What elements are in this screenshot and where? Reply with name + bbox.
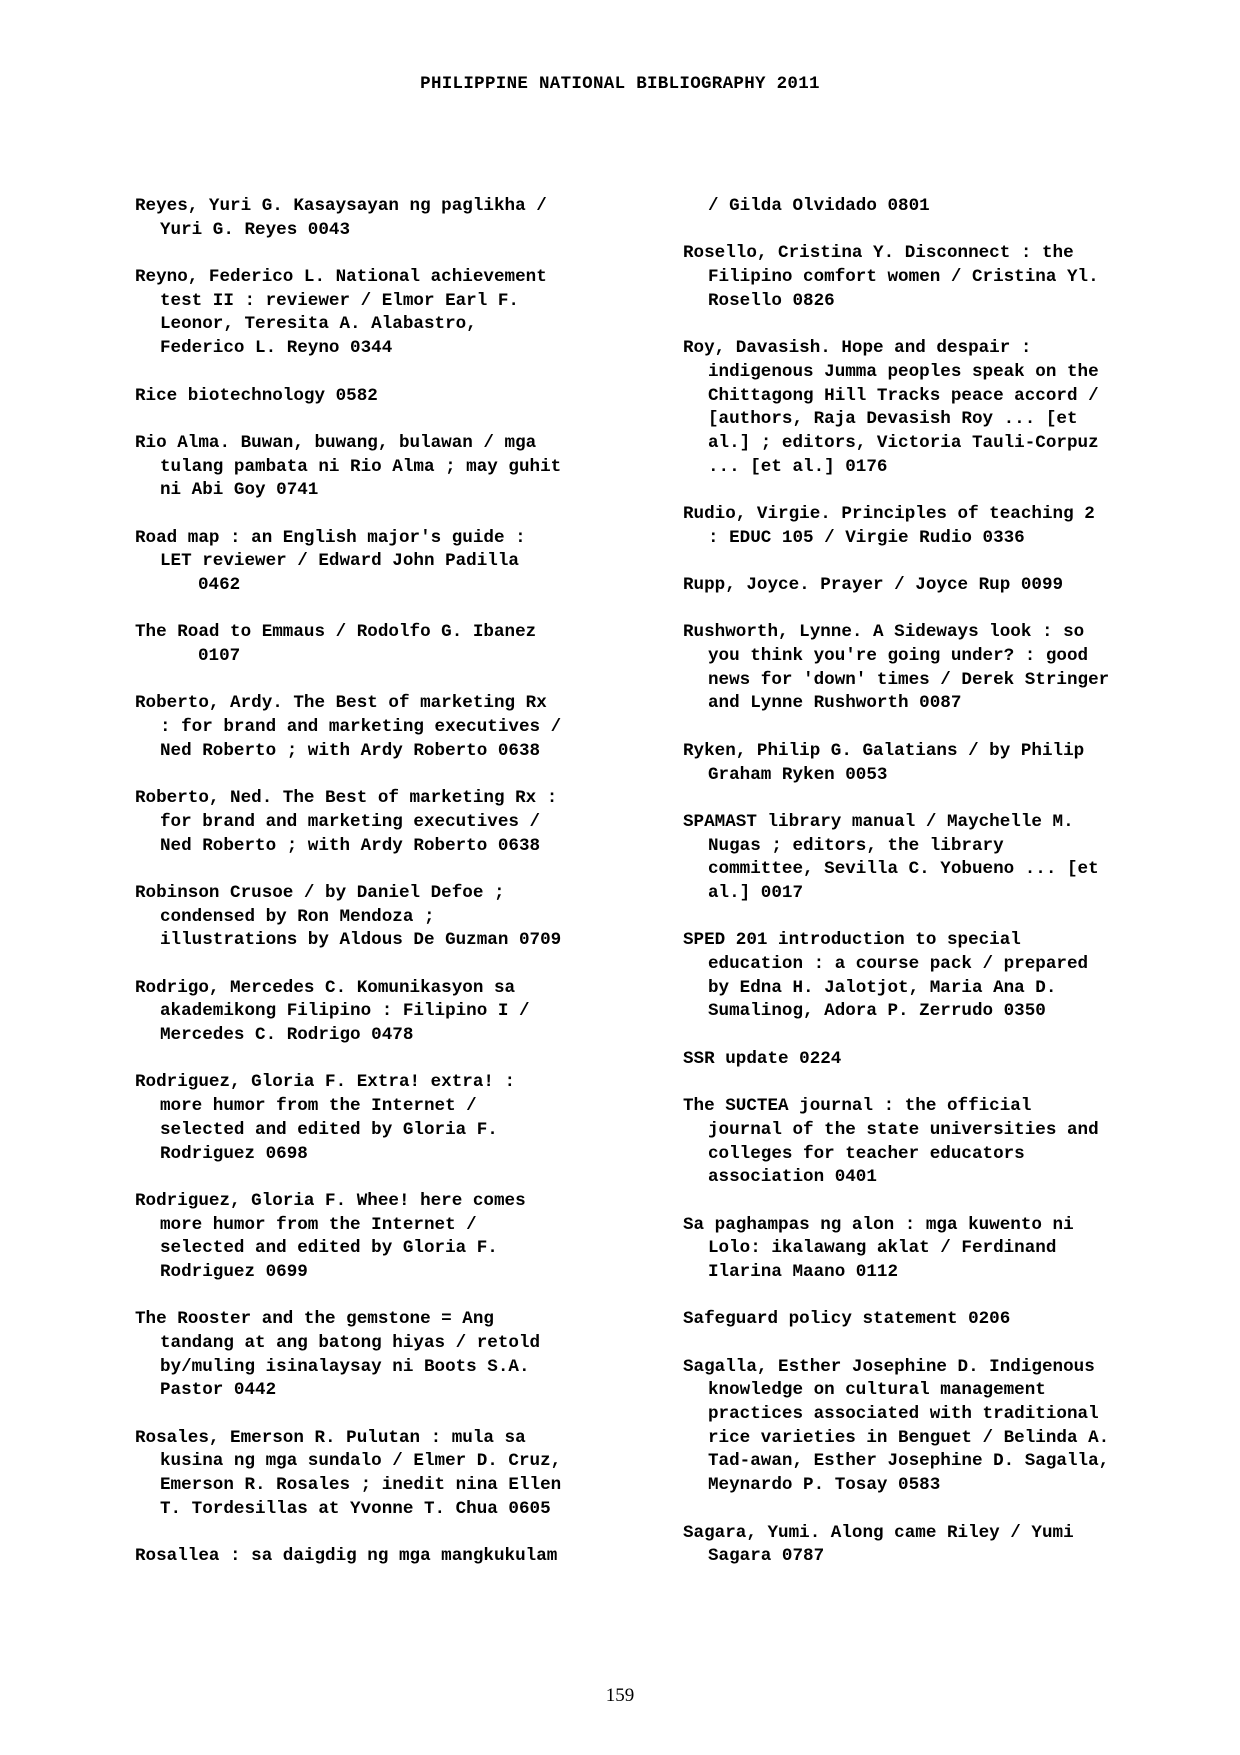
bibliography-entry [135,527,655,598]
entry-line: news for 'down' times / Derek Stringer [708,669,1110,690]
entry-line: Robinson Crusoe / by Daniel Defoe ; [135,882,505,903]
entry-line: Nugas ; editors, the library [708,835,1004,856]
entry-line: more humor from the Internet / [160,1214,477,1235]
page-number: 159 [605,1685,635,1706]
entry-line: The SUCTEA journal : the official [683,1096,1032,1117]
entry-line: Rupp, Joyce. Prayer / Joyce Rup 0099 [683,575,1064,595]
entry-line: T. Tordesillas at Yvonne T. Chua 0605 [160,1498,551,1519]
entry-line: tulang pambata ni Rio Alma ; may guhit [160,456,562,477]
bibliography-entry [683,621,1223,716]
entry-line: The Road to Emmaus / Rodolfo G. Ibanez [135,622,537,643]
entry-line: Rodriguez 0698 [160,1143,308,1164]
entry-line: by/muling isinalaysay ni Boots S.A. [160,1356,530,1377]
bibliography-entry [135,882,655,953]
bibliography-entry [135,1545,655,1569]
entry-line: Mercedes C. Rodrigo 0478 [160,1025,414,1046]
entry-line: illustrations by Aldous De Guzman 0709 [160,930,562,951]
entry-line: Reyes, Yuri G. Kasaysayan ng paglikha / [135,196,547,216]
entry-line: Rosales, Emerson R. Pulutan : mula sa [135,1427,526,1448]
entry-line: : EDUC 105 / Virgie Rudio 0336 [708,527,1025,548]
bibliography-entry [135,195,655,242]
entry-line: Rio Alma. Buwan, buwang, bulawan / mga [135,432,537,453]
bibliography-entry [683,1214,1223,1285]
entry-line: Chittagong Hill Tracks peace accord / [708,385,1099,406]
bibliography-entry [683,242,1223,313]
entry-line: Leonor, Teresita A. Alabastro, [160,314,477,335]
entry-line: Rosello, Cristina Y. Disconnect : the [683,243,1074,264]
entry-line: knowledge on cultural management [708,1380,1046,1401]
entry-line: for brand and marketing executives / [160,811,541,832]
bibliography-entry [135,1190,655,1285]
entry-line: more humor from the Internet / [160,1096,477,1117]
entry-line: Emerson R. Rosales ; inedit nina Ellen [160,1475,562,1496]
entry-line: Rodriguez 0699 [160,1261,308,1282]
entry-line: Graham Ryken 0053 [708,764,888,785]
entry-line: Sagara, Yumi. Along came Riley / Yumi [683,1522,1074,1543]
entry-line: tandang at ang batong hiyas / retold [160,1333,541,1353]
entry-line: LET reviewer / Edward John Padilla [160,551,519,572]
entry-line: The Rooster and the gemstone = Ang [135,1309,494,1330]
entry-line: kusina ng mga sundalo / Elmer D. Cruz, [160,1451,562,1472]
bibliography-entry [135,266,655,361]
bibliography-entry [135,1308,655,1403]
entry-line: Filipino comfort women / Cristina Yl. [708,267,1099,288]
bibliography-column-right [683,195,1223,1593]
bibliography-column-left [135,195,655,1593]
entry-line: Ryken, Philip G. Galatians / by Philip [683,740,1085,761]
entry-line: Sumalinog, Adora P. Zerrudo 0350 [708,1001,1046,1022]
entry-line: and Lynne Rushworth 0087 [708,693,962,714]
bibliography-entry [135,692,655,763]
bibliography-entry [135,1427,655,1522]
entry-line: Sagara 0787 [708,1546,825,1567]
bibliography-entry [135,432,655,503]
entry-line: ni Abi Goy 0741 [160,480,319,501]
entry-line: practices associated with traditional [708,1404,1099,1425]
entry-line: committee, Sevilla C. Yobueno ... [et [708,859,1099,880]
bibliography-entry [683,929,1223,1024]
bibliography-entry [683,337,1223,479]
entry-line: you think you're going under? : good [708,646,1089,667]
entry-line: selected and edited by Gloria F. [160,1238,498,1259]
entry-line: al.] 0017 [708,882,804,903]
entry-line: Federico L. Reyno 0344 [160,338,393,359]
entry-line: Roy, Davasish. Hope and despair : [683,338,1032,359]
entry-line: 0107 [198,646,241,667]
bibliography-entry [683,1095,1223,1190]
entry-line: 0462 [198,575,241,595]
entry-line: Rodrigo, Mercedes C. Komunikasyon sa [135,977,516,998]
bibliography-entry [135,385,655,409]
entry-line: Ned Roberto ; with Ardy Roberto 0638 [160,740,541,761]
entry-line: Rodriguez, Gloria F. Whee! here comes [135,1190,526,1211]
bibliography-entry [135,787,655,858]
bibliography-entry [683,1522,1223,1569]
entry-line: Rudio, Virgie. Principles of teaching 2 [683,503,1095,524]
entry-line: Pastor 0442 [160,1380,277,1401]
entry-line: indigenous Jumma peoples speak on the [708,361,1099,382]
entry-line: Rushworth, Lynne. A Sideways look : so [683,622,1085,643]
entry-line: rice varieties in Benguet / Belinda A. [708,1427,1110,1448]
entry-line: by Edna H. Jalotjot, Maria Ana D. [708,977,1057,998]
bibliography-entry [683,574,1223,598]
entry-line: SPED 201 introduction to special [683,930,1021,951]
entry-line: Tad-awan, Esther Josephine D. Sagalla, [708,1451,1110,1472]
entry-line: selected and edited by Gloria F. [160,1119,498,1140]
entry-line: Yuri G. Reyes 0043 [160,219,351,240]
bibliography-entry [683,811,1223,906]
entry-line: journal of the state universities and [708,1119,1099,1140]
bibliography-entry [135,977,655,1048]
entry-line: SSR update 0224 [683,1048,842,1069]
entry-line: Roberto, Ned. The Best of marketing Rx : [135,788,558,809]
entry-line: colleges for teacher educators [708,1143,1025,1164]
entry-line: : for brand and marketing executives / [160,717,562,738]
entry-line: Road map : an English major's guide : [135,527,526,548]
entry-line: Sagalla, Esther Josephine D. Indigenous [683,1356,1095,1377]
entry-line: condensed by Ron Mendoza ; [160,906,435,927]
entry-line: Reyno, Federico L. National achievement [135,267,547,288]
bibliography-entry [683,1308,1223,1332]
entry-line: association 0401 [708,1167,877,1188]
entry-line: Rodriguez, Gloria F. Extra! extra! : [135,1072,516,1093]
entry-line: Safeguard policy statement 0206 [683,1309,1011,1330]
entry-line: Rosello 0826 [708,290,835,311]
entry-line: Sa paghampas ng alon : mga kuwento ni [683,1214,1074,1235]
entry-line: / Gilda Olvidado 0801 [708,196,930,216]
entry-line: Rice biotechnology 0582 [135,385,378,406]
bibliography-entry [683,740,1223,787]
entry-line: education : a course pack / prepared [708,954,1089,974]
bibliography-entry [683,1048,1223,1072]
entry-line: Ilarina Maano 0112 [708,1261,899,1282]
entry-line: Roberto, Ardy. The Best of marketing Rx [135,693,547,714]
entry-line: Meynardo P. Tosay 0583 [708,1475,941,1496]
entry-line: Rosallea : sa daigdig ng mga mangkukulam [135,1546,558,1567]
bibliography-entry [683,1356,1223,1498]
entry-line: Ned Roberto ; with Ardy Roberto 0638 [160,835,541,856]
entry-line: test II : reviewer / Elmor Earl F. [160,290,519,311]
entry-line: [authors, Raja Devasish Roy ... [et [708,409,1078,430]
bibliography-entry [135,1071,655,1166]
entry-line: al.] ; editors, Victoria Tauli-Corpuz [708,432,1099,453]
bibliography-entry [683,195,1223,219]
entry-line: Lolo: ikalawang aklat / Ferdinand [708,1238,1057,1259]
entry-line: akademikong Filipino : Filipino I / [160,1001,530,1022]
bibliography-entry [683,503,1223,550]
entry-line: SPAMAST library manual / Maychelle M. [683,811,1074,832]
bibliography-entry [135,621,655,668]
page-header-title: PHILIPPINE NATIONAL BIBLIOGRAPHY 2011 [420,74,820,94]
entry-line: ... [et al.] 0176 [708,456,888,477]
